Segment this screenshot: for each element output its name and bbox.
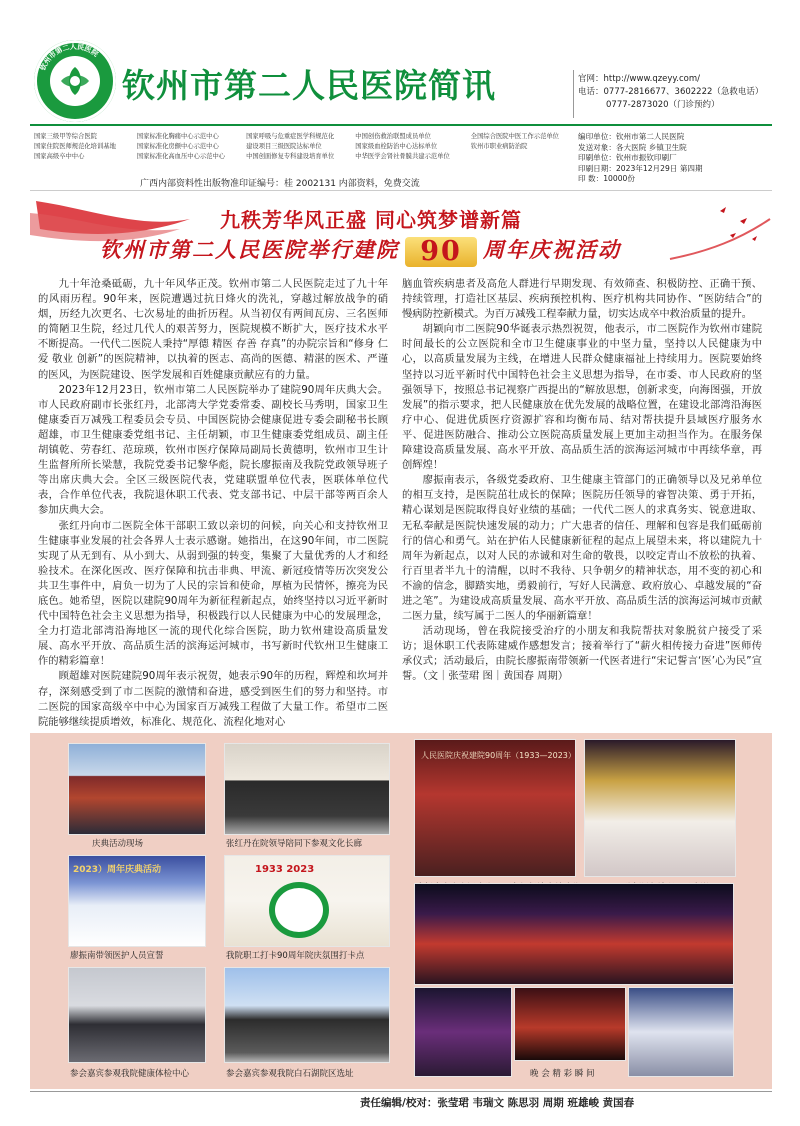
article-paragraph: 2023年12月23日，钦州市第二人民医院举办了建院90周年庆典大会。市人民政府副市长张红丹，北部湾大学党委常委、副校长马秀明，国家卫生健康委百万减残工程委员会专员、中国医院协会健康促进专委会副秘书长顾超雄，市卫生健康委党组书记、主任胡颖，市卫生健康委党组成员、副主任胡镇乾、劳春红、范琼瑛，钦州市医疗保障局副局长黄德明，钦州市卫生计生监督所所长梁慧，我院党委书记黎华彪，院长廖振南及我院党政领导班子等出席庆典大会。全区三级医院代表，党建联盟单位代表，医联体单位代表，合作单位代表，我院退休职工代表、党支部书记、中层干部等两百余人参加庆典大会。 xyxy=(38,383,388,517)
pub-date: 印刷日期：2023年12月29日 第四期 xyxy=(578,163,703,173)
editors-credit: 责任编辑/校对：张莹珺 韦瑞文 陈思羽 周期 班雄峻 黄国春 xyxy=(360,1097,635,1109)
honor-item: 中国创面修复专科建设培育单位 xyxy=(246,153,335,160)
honor-item: 国家标准化房颤中心示范中心 xyxy=(136,143,219,150)
photo-baishihu-site xyxy=(224,967,390,1063)
article-column-left xyxy=(38,277,388,730)
honor-item: 建设项目三级医院达标单位 xyxy=(246,143,322,150)
photo-caption: 张红丹在院领导陪同下参观文化长廊 xyxy=(226,839,363,849)
photo-group-performers xyxy=(584,739,736,877)
photo-caption: 参会嘉宾参观我院白石湖院区选址 xyxy=(226,1069,354,1079)
photo-checkup-center xyxy=(68,967,206,1063)
website[interactable]: 官网：http://www.qzeyy.com/ xyxy=(578,74,700,84)
article-paragraph: 活动现场，曾在我院接受治疗的小朋友和我院帮扶对象脱贫户接受了采访；退休职工代表陈建威作感想发言；接着举行了“薪火相传接力奋进”医师传承仪式；活动最后，由院长廖振南带领新一代医者进行“宋记誓言‘医’心为民”宣誓。（文｜张莹珺 图｜黄国春 周期） xyxy=(402,625,762,683)
article-paragraph: 张红丹向市二医院全体干部职工致以亲切的问候，向关心和支持钦州卫生健康事业发展的社会各界人士表示感谢。她指出，在这90年间，市二医院实现了从无到有、从小到大、从弱到强的转变，集聚了大量优秀的人才和经验技术。在深化医改、医疗保障和抗击非典、甲流、新冠疫情等历次突发公共卫生事件中，肩负一切为了人民的宗旨和使命，厚植为民情怀，擦亮为民底色。她希望，医院以建院90周年为新征程新起点，始终坚持以习近平新时代中国特色社会主义思想为指导，积极践行以人民健康为中心的发展理念，全力打造北部湾沿海地区一流的现代化综合医院，助力钦州建设高质量发展、高水平开放、高品质生活的滨海运河城市，书写新时代钦州卫生健康工作的精彩篇章！ xyxy=(38,519,388,668)
headline: 九秩芳华风正盛 同心筑梦谱新篇 xyxy=(220,208,522,232)
photo-gala-performance-b xyxy=(514,987,626,1061)
subheadline-after: 周年庆祝活动 xyxy=(483,237,621,262)
contact-info xyxy=(578,73,763,112)
photo-culture-corridor xyxy=(224,743,390,835)
article-paragraph: 脑血管疾病患者及高危人群进行早期发现、有效筛查、积极防控、正确干预、持续管理，打造社区基层、疾病预控机构、医疗机构共同协作、“医防结合”的慢病防控新模式。为百万减残工程奉献力量，切实达成卒中救治质量的提升。 xyxy=(402,278,762,321)
newsletter-title: 钦州市第二人民医院简讯 xyxy=(122,66,496,105)
photo-gala-speech xyxy=(414,739,576,877)
photo-caption: 晚 会 精 彩 瞬 间 xyxy=(530,1069,595,1079)
honor-item: 国家住院医师规范化培训基地 xyxy=(34,143,116,150)
pub-printer: 印刷单位：钦州市振钦印刷厂 xyxy=(578,153,677,162)
pub-copies: 印 数：10000份 xyxy=(578,174,635,183)
photo-screen-text: 人民医院庆祝建院90周年（1933—2023） xyxy=(421,751,576,760)
hospital-logo xyxy=(34,40,116,122)
footer-rule xyxy=(30,1091,772,1092)
photo-oath-ceremony xyxy=(68,855,206,947)
photo-ceremony-venue xyxy=(68,743,206,835)
article-column-right xyxy=(402,277,762,685)
honors-list xyxy=(34,132,570,161)
phone-appointment: 0777-2873020（门诊预约） xyxy=(606,100,720,110)
photo-checkin-point xyxy=(224,855,390,947)
honor-item: 中国创伤救治联盟成员单位 xyxy=(355,133,431,140)
registration-line: 广西内部资料性出版物准印证编号：桂 2002131 内部资料，免费交流 xyxy=(140,179,420,189)
photo-years-text: 1933 2023 xyxy=(255,864,315,875)
photo-gala-performance-c xyxy=(628,987,734,1077)
photo-panel xyxy=(30,733,772,1089)
headline-banner xyxy=(30,194,772,272)
photo-caption: 我院职工打卡90周年院庆氛围打卡点 xyxy=(226,951,365,961)
honor-item: 国家标准化胸痛中心示范中心 xyxy=(136,133,219,140)
pub-editor-unit: 编印单位：钦州市第二人民医院 xyxy=(578,132,685,141)
article-paragraph: 廖振南表示，各级党委政府、卫生健康主管部门的正确领导以及兄弟单位的相互支持，是医院茁壮成长的保障；医院历任领导的睿智决策、勇于开拓，精心谋划是医院取得良好业绩的基础；一代代二医人的求真务实、锐意进取、无私奉献是医院快速发展的动力；广大患者的信任、理解和包容是我们砥砺前行的信心和勇气。站在护佑人民健康新征程的起点上展望未来，将以建院九十周年为新起点，以对人民的赤诚和对生命的敬畏，以咬定青山不放松的执着、行百里者半九十的清醒，以时不我待、只争朝夕的精神状态，用不变的初心和不渝的信念，脚踏实地，勇毅前行，写好人民满意、政府放心、卓越发展的“奋进之笔”。为建设成高质量发展、高水平开放、高品质生活的滨海运河城市贡献二医力量，续写属于二医人的华丽新篇章！ xyxy=(402,474,762,623)
honor-item: 中华医学会肾社骨膜共建示范单位 xyxy=(355,153,450,160)
header-rule xyxy=(30,124,772,126)
logo-ring-text: 钦州市第二人民医院 xyxy=(38,42,100,72)
phone-emergency: 电话：0777-2816677、3602222（急救电话） xyxy=(578,87,764,97)
article-paragraph: 胡颖向市二医院90华诞表示热烈祝贺，他表示，市二医院作为钦州市建院时间最长的公立医院和全市卫生健康事业的中坚力量，坚持以人民健康为中心，以高质量发展为主线，在增进人民群众健康福祉上持续用力。医院要始终坚持以习近平新时代中国特色社会主义思想为指导，在市委、市人民政府的坚强领导下，按照总书记视察广西提出的“解放思想，创新求变，向海图强，开放发展”的指示要求，把人民健康放在优先发展的战略位置，在建设北部湾沿海医疗中心、促进优质医疗资源扩容和均衡布局、结对帮扶提升县域医疗服务水平、促进医防融合、推动公立医院高质量发展上更加主动担当作为。在服务保障建设高质量发展、高水平开放、高品质生活的滨海运河城市中再续华章，再创辉煌！ xyxy=(402,323,762,472)
honor-item: 国家三级甲等综合医院 xyxy=(34,133,97,140)
registration-rule xyxy=(30,190,772,191)
honor-item: 钦州市职业病防治院 xyxy=(470,143,528,150)
honor-item: 国家呼吸与危重症医学科规范化 xyxy=(246,133,335,140)
photo-caption: 廖振南带领医护人员宣誓 xyxy=(70,951,164,961)
anniversary-number-badge: 90 xyxy=(405,237,477,267)
article-paragraph: 九十年沧桑砥砺，九十年风华正茂。钦州市第二人民医院走过了九十年的风雨历程。90年来，医院遭遇过抗日烽火的洗礼，穿越过解放战争的硝烟，历经九次更名、七次易址的曲折历程。从当初仅有两间瓦房、三名医师的简陋卫生院，经过几代人的艰苦努力，医院规模不断扩大，医疗技术水平不断提高。一代代二医院人秉持“厚德 精医 存善 存真”的办院宗旨和“修身 仁爱 敬业 创新”的医院精神，以执着的医志、高尚的医德、精湛的医术、严谨的医风，为医院建设、医学发展和百姓健康贡献应有的力量。 xyxy=(38,278,388,381)
photo-gala-stage xyxy=(414,883,734,985)
honor-item: 全国综合医院中医工作示范单位 xyxy=(470,133,559,140)
photo-caption: 庆典活动现场 xyxy=(92,839,144,849)
honor-item: 国家高级卒中中心 xyxy=(34,153,85,160)
photo-gala-performance-a xyxy=(414,987,512,1077)
header-divider xyxy=(573,70,574,118)
photo-banner-text: 2023）周年庆典活动 xyxy=(73,865,162,875)
photo-caption: 参会嘉宾参观我院健康体检中心 xyxy=(70,1069,190,1079)
svg-text:钦州市第二人民医院 xyxy=(38,42,100,73)
publication-info xyxy=(578,132,703,185)
subheadline xyxy=(100,234,621,267)
pub-recipients: 发送对象：各大医院 乡镇卫生院 xyxy=(578,142,687,152)
honor-item: 国家级血栓防治中心达标单位 xyxy=(355,143,438,150)
subheadline-before: 钦州市第二人民医院举行建院 xyxy=(100,237,399,262)
article-paragraph: 顾超雄对医院建院90周年表示祝贺，她表示90年的历程，辉煌和坎坷并存，深刻感受到了市二医院的激情和奋进，感受到医生们的努力和坚持。市二医院的国家高级卒中中心为国家百万减残工程做了大量工作。希望市二医院能够继续提质增效，标准化、规范化、流程化地对心 xyxy=(38,670,388,728)
honor-item: 国家标准化高血压中心示范中心 xyxy=(136,153,226,160)
